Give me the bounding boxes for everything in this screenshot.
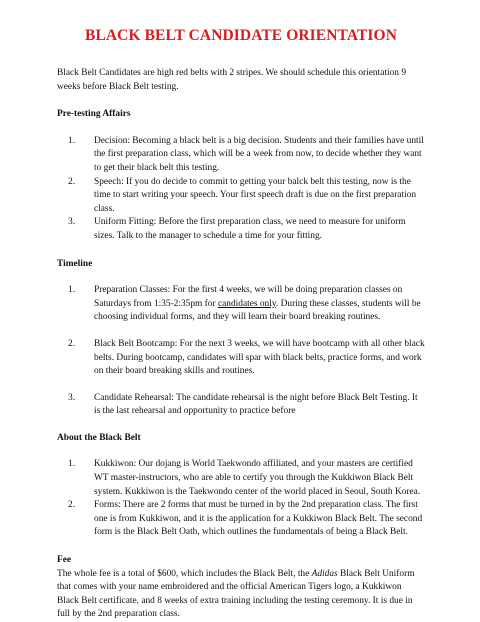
page-title: BLACK BELT CANDIDATE ORIENTATION [85,27,397,44]
list-item: 1. Decision: Becoming a black belt is a big decision. Students and their families have until the first preparation class, which will be a week from now, to decide whether they want to get their black belt this testing. [68,135,424,173]
pretesting-list [57,135,425,244]
timeline-list [57,284,425,419]
pretesting-heading: Pre-testing Affairs [57,109,131,120]
intro-paragraph: Black Belt Candidates are high red belts with 2 stripes. We should schedule this orientation 9 weeks before Black Belt testing. [57,68,407,92]
fee-heading: Fee [57,555,72,566]
list-item: 2. Black Belt Bootcamp: For the next 3 weeks, we will have bootcamp with all other black belts. During bootcamp, candidates will spar with black belts, practice forms, and work on their board breaking skills and routines. [68,338,425,377]
candidates-only-text: candidates only [217,298,276,309]
list-item: 1. Kukkiwon: Our dojang is World Taekwondo affiliated, and your masters are certified WT master-instructors, who are able to certify you through the Kukkiwon Black Belt system. Kukkiwon is the Taekwondo center of the world placed in Seoul, South Korea. [68,459,421,497]
list-item: 3. Candidate Rehearsal: The candidate rehearsal is the night before Black Belt Testing. It is the last rehearsal and opportunity to practice before [68,392,418,417]
list-item: 3. Uniform Fitting: Before the first preparation class, we need to measure for uniform sizes. Talk to the manager to schedule a time for your fitting. [68,217,406,241]
about-list [57,458,425,540]
about-heading: About the Black Belt [57,432,141,443]
list-item: 2. Speech: If you do decide to commit to getting your balck belt this testing, now is the time to start writing your speech. Your first speech draft is due on the first preparation class. [68,176,417,214]
fee-paragraph: The whole fee is a total of $600, which includes the Black Belt, the Adidas Black Belt Uniform that comes with your name embroidered and the official American Tigers logo, a Kukkiwon Black Belt certificate, and 8 weeks of extra training including the testing ceremony. It is due in full by the 2nd preparation class. [57,568,415,620]
adidas-text: Adidas [311,568,338,579]
list-item: 2. Forms: There are 2 forms that must be turned in by the 2nd preparation class. The first one is from Kukkiwon, and it is the application for a Kukkiwon Black Belt. The second form is the Black Belt Oath, which outlines the fundamentals of being a Black Belt. [68,500,423,538]
list-item: 1. Preparation Classes: For the first 4 weeks, we will be doing preparation classes on Saturdays from 1:35-2:35pm for candidates only. During these classes, students will be choosing individual forms, and they will learn their board breaking routines. [68,285,421,323]
timeline-heading: Timeline [57,258,93,269]
